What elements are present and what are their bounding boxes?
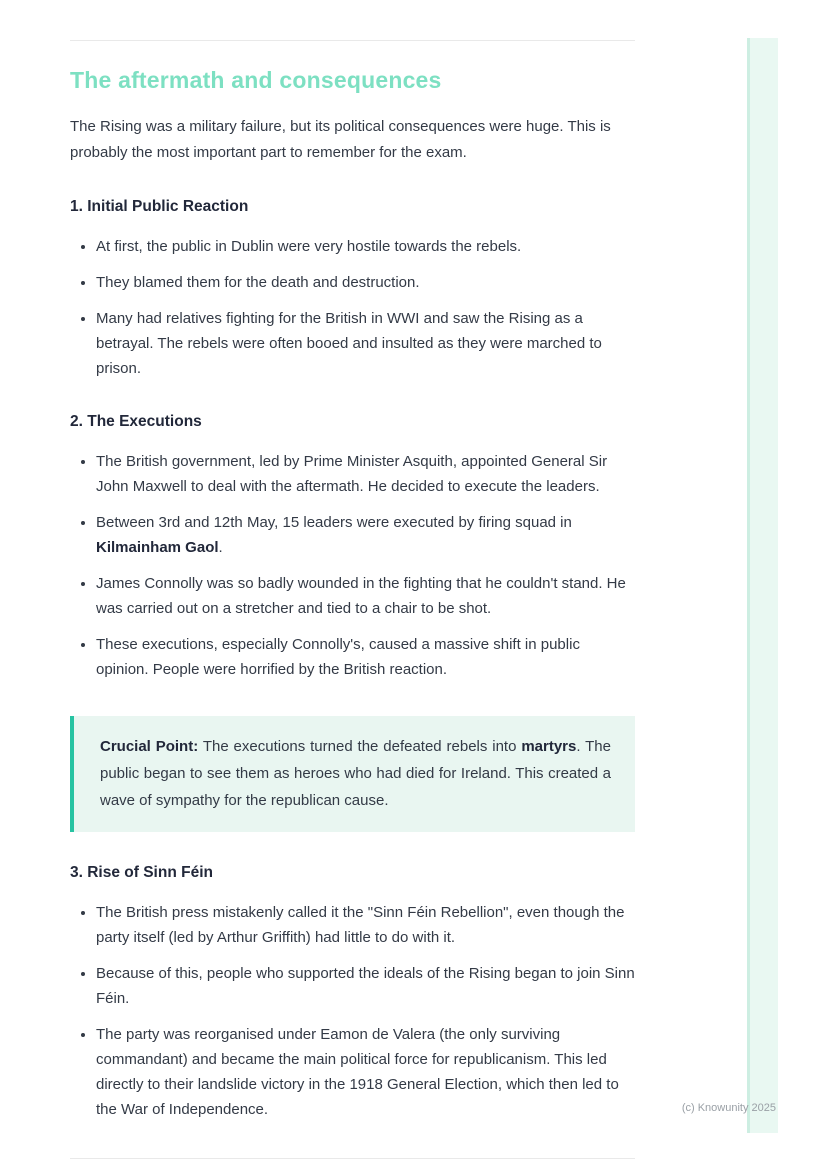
section-heading: 1. Initial Public Reaction	[70, 198, 249, 215]
section-initial-public-reaction	[70, 198, 635, 381]
list-item	[96, 510, 635, 560]
list-item	[96, 270, 635, 295]
top-divider	[70, 40, 635, 41]
list-item	[96, 632, 635, 682]
list-item	[96, 234, 635, 259]
text-run: The party was reorganised under Eamon de Valera (the only surviving commandant) and became the main political force for republicanism. This led directly to their landslide victory in the 1918 General Election, which then led to the War of Independence.	[96, 1026, 619, 1118]
text-run: The British government, led by Prime Minister Asquith, appointed General Sir John Maxwell to deal with the aftermath. He decided to execute the leaders.	[96, 453, 608, 495]
intro-paragraph: The Rising was a military failure, but its political consequences were huge. This is probably the most important part to remember for the exam.	[70, 118, 611, 161]
decorative-side-strip	[747, 38, 778, 1133]
text-run: .	[218, 539, 223, 556]
list-item	[96, 449, 635, 499]
page-title: The aftermath and consequences	[70, 67, 442, 93]
list-item	[96, 571, 635, 621]
bullet-list	[70, 900, 635, 1122]
text-run: The executions turned the defeated rebels into	[198, 738, 522, 755]
bold-text-run: martyrs	[521, 738, 577, 755]
bold-text-run: Crucial Point:	[100, 738, 199, 755]
text-run: Between 3rd and 12th May, 15 leaders were executed by firing squad in	[96, 514, 572, 531]
bullet-list	[70, 449, 635, 682]
section-rise-of-sinn-fein	[70, 864, 635, 1122]
section-heading: 2. The Executions	[70, 413, 202, 430]
text-run: The British press mistakenly called it the "Sinn Féin Rebellion", even though the party itself (led by Arthur Griffith) had little to do with it.	[96, 904, 625, 946]
bold-text-run: Kilmainham Gaol	[96, 539, 219, 556]
text-run: James Connolly was so badly wounded in the fighting that he couldn't stand. He was carried out on a stretcher and tied to a chair to be shot.	[96, 575, 626, 617]
list-item	[96, 1022, 635, 1122]
text-run: . The public began to see them as heroes who had died for Ireland. This created a wave of sympathy for the republican cause.	[100, 738, 611, 809]
list-item	[96, 306, 635, 381]
text-run: At first, the public in Dublin were very hostile towards the rebels.	[96, 238, 522, 255]
text-run: Many had relatives fighting for the British in WWI and saw the Rising as a betrayal. The rebels were often booed and insulted as they were marched to prison.	[96, 310, 602, 377]
list-item	[96, 961, 635, 1011]
text-run: Because of this, people who supported the ideals of the Rising began to join Sinn Féin.	[96, 965, 635, 1007]
bullet-list	[70, 234, 635, 381]
bottom-divider	[70, 1158, 635, 1159]
text-run: They blamed them for the death and destruction.	[96, 274, 420, 291]
document-page	[70, 0, 635, 1159]
section-the-executions	[70, 413, 635, 682]
list-item	[96, 900, 635, 950]
copyright-watermark: (c) Knowunity 2025	[681, 1102, 776, 1114]
crucial-point-callout	[70, 716, 635, 832]
section-heading: 3. Rise of Sinn Féin	[70, 864, 213, 881]
text-run: These executions, especially Connolly's, caused a massive shift in public opinion. People were horrified by the British reaction.	[96, 636, 580, 678]
